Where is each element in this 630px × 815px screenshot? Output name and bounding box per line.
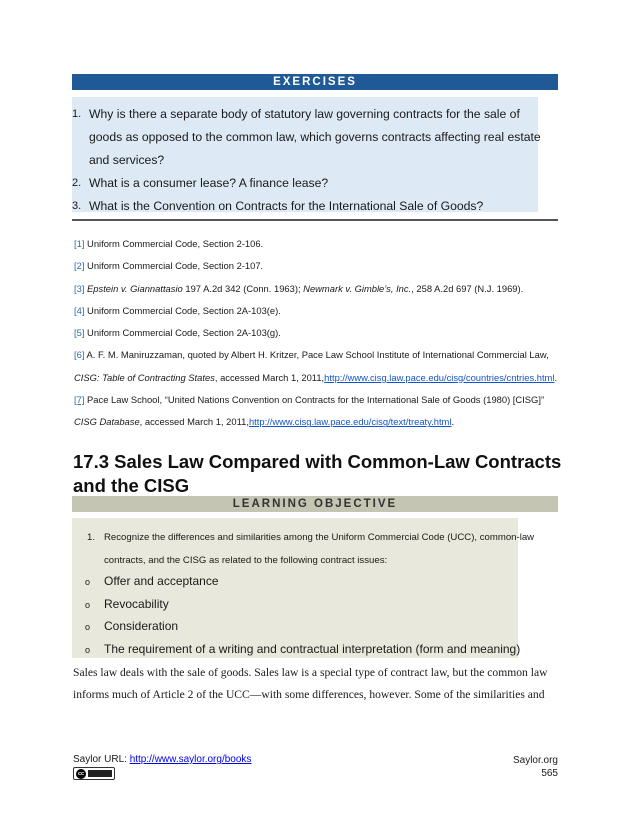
footnote-ref[interactable]: [1] [74, 238, 85, 249]
cisg-countries-link[interactable]: http://www.cisg.law.pace.edu/cisg/countries/cntries.html [324, 371, 555, 383]
footnote-ref[interactable]: [4] [74, 304, 85, 316]
subitem-text: Consideration [104, 619, 179, 633]
footnote-4 [74, 300, 564, 322]
exercise-number: 2. [72, 177, 82, 189]
footnote-ref[interactable]: [6] [74, 349, 85, 361]
source-title: CISG Database [74, 416, 140, 428]
footnote-ref[interactable]: [3] [74, 282, 85, 294]
footnote-text: Uniform Commercial Code, Section 2A-103(g). [84, 327, 281, 339]
footnote-text: Uniform Commercial Code, Section 2-106. [84, 238, 264, 249]
source-title: CISG: Table of Contracting States [74, 371, 215, 383]
case-name: Newmark v. Gimble’s, Inc. [303, 282, 412, 294]
footnote-text: . [554, 371, 558, 383]
footnote-text: Uniform Commercial Code, Section 2-107. [84, 260, 264, 272]
footnote-ref[interactable]: [5] [74, 327, 85, 339]
footnote-6 [74, 344, 564, 389]
exercise-text: What is the Convention on Contracts for the International Sale of Goods? [89, 199, 484, 213]
footer-url [73, 754, 251, 765]
footnote-text: . [451, 416, 455, 428]
section-title: 17.3 Sales Law Compared with Common-Law Contracts and the CISG [73, 451, 562, 496]
bullet-icon: o [85, 622, 91, 632]
bullet-icon: o [85, 599, 91, 610]
objective-text: Recognize the differences and similarities among the Uniform Commercial Code (UCC), common-law contracts, and the CISG as related to the following contract issues: [104, 532, 535, 566]
page-number: 565 [541, 768, 558, 779]
footnotes [74, 233, 564, 434]
footnote-text: Pace Law School, “United Nations Convention on Contracts for the International Sale of Goods (1980) [CISG]” [84, 394, 545, 406]
exercises-header: EXERCISES [72, 74, 558, 90]
footnote-text: , accessed March 1, 2011, [214, 371, 325, 383]
learning-objective-item [82, 526, 536, 572]
cc-logo: cc [77, 770, 85, 777]
footnote-text: A. F. M. Maniruzzaman, quoted by Albert H. Kritzer, Pace Law School Institute of International Commercial Law, [84, 349, 549, 361]
creative-commons-icon [73, 767, 115, 780]
objective-subitem [85, 570, 525, 593]
subitem-text: Offer and acceptance [104, 574, 219, 588]
objective-subitems [85, 570, 525, 660]
footnote-text: 197 A.2d 342 (Conn. 1963); [182, 282, 304, 294]
footnote-text: , 258 A.2d 697 (N.J. 1969). [411, 282, 524, 294]
objective-subitem [85, 615, 525, 638]
cisg-treaty-link[interactable]: http://www.cisg.law.pace.edu/cisg/text/treaty.html [248, 416, 452, 428]
exercise-item [72, 172, 542, 195]
footer-label: Saylor URL: [73, 754, 130, 765]
exercise-number: 3. [72, 200, 82, 212]
footnote-ref[interactable]: [7] [74, 394, 85, 406]
footnote-1 [74, 233, 564, 255]
footer-right [513, 754, 558, 780]
objective-subitem [85, 638, 525, 661]
exercise-number: 1. [72, 108, 82, 120]
footnote-3 [74, 278, 564, 300]
bullet-icon: o [85, 644, 91, 655]
footnote-2 [74, 255, 564, 277]
footnote-7 [74, 389, 564, 434]
exercise-item [72, 103, 542, 172]
subitem-text: The requirement of a writing and contractual interpretation (form and meaning) [104, 641, 521, 656]
footnote-ref[interactable]: [2] [74, 260, 85, 272]
footer-site: Saylor.org [512, 755, 558, 766]
exercise-item [72, 195, 542, 218]
exercises-list [72, 103, 542, 218]
footnote-text: Uniform Commercial Code, Section 2A-103(e). [84, 304, 281, 316]
footnote-text: , accessed March 1, 2011, [139, 416, 249, 428]
exercise-text: What is a consumer lease? A finance lease? [89, 176, 329, 190]
learning-objective-header: LEARNING OBJECTIVE [72, 496, 558, 512]
saylor-books-link[interactable]: http://www.saylor.org/books [129, 754, 252, 765]
cc-by-bar [88, 770, 112, 777]
body-paragraph: Sales law deals with the sale of goods. Sales law is a special type of contract law, but the common law informs much of Article 2 of the UCC—with some differences, however. Some of the similarities and [73, 666, 548, 701]
bullet-icon: o [85, 577, 91, 587]
subitem-text: Revocability [104, 596, 169, 611]
exercise-text: Why is there a separate body of statutory law governing contracts for the sale of goods as opposed to the common law, which governs contracts affecting real estate and services? [89, 107, 541, 167]
case-name: Epstein v. Giannattasio [87, 282, 183, 294]
objective-subitem [85, 593, 525, 616]
footnote-5 [74, 322, 564, 344]
objective-number: 1. [87, 532, 96, 543]
section-divider [72, 219, 558, 221]
